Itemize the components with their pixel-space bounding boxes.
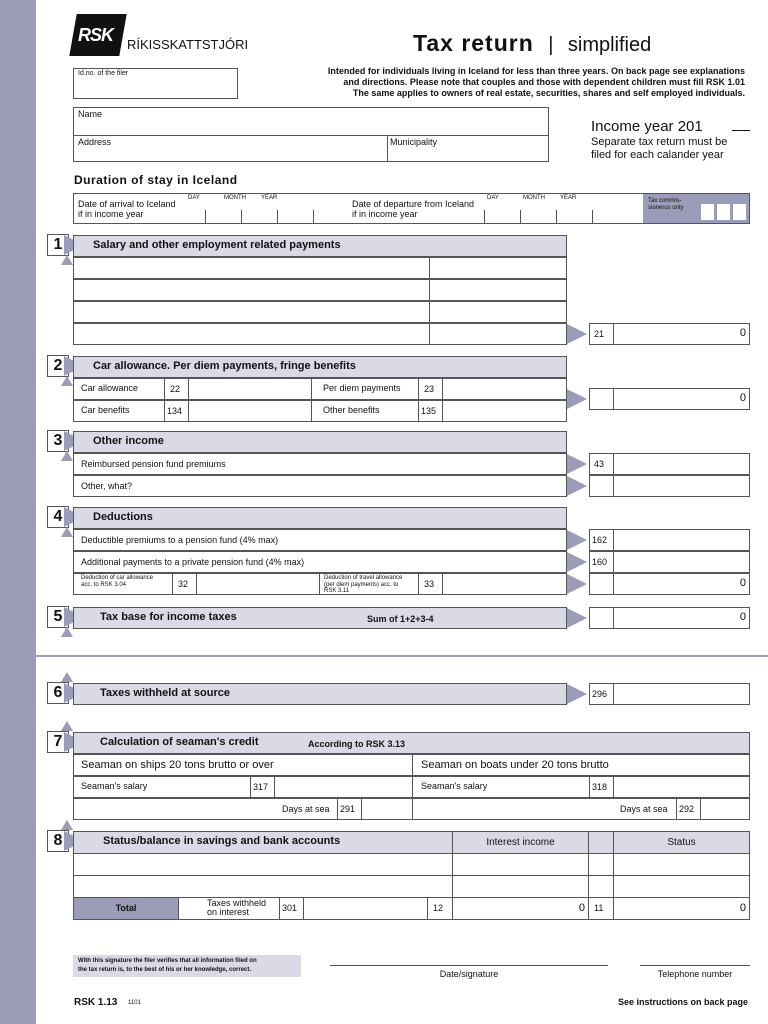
status-total-value: 0 <box>739 902 746 914</box>
signature-line[interactable] <box>330 965 608 966</box>
tax-comm-1: Tax commis- <box>648 198 682 204</box>
name-label: Name <box>78 109 103 119</box>
code-135: 135 <box>421 406 437 416</box>
section-4-total-value: 0 <box>739 577 746 589</box>
salary-row-1[interactable] <box>73 257 430 279</box>
id-number-label: Id.no. of the filer <box>78 70 129 77</box>
taxes-withheld-label-2: on interest <box>207 907 250 917</box>
bank-row-2-code <box>588 875 614 898</box>
section-2-number: 2 <box>47 355 69 377</box>
departure-label-1: Date of departure from Iceland <box>352 199 475 209</box>
section-7-number: 7 <box>47 731 69 753</box>
bank-row-1-code <box>588 853 614 876</box>
ships-salary-label: Seaman's salary <box>81 781 148 791</box>
taxes-withheld-label-1: Taxes withheld <box>207 898 267 908</box>
code-11: 11 <box>594 903 604 913</box>
section-6-total-arrow <box>567 684 587 704</box>
deductible-label: Deductible premiums to a pension fund (4% max) <box>81 535 279 545</box>
agency-name: RÍKISSKATTSTJÓRI <box>127 37 249 52</box>
code-12: 12 <box>433 903 444 913</box>
section-1-title: Salary and other employment related payments <box>93 239 341 251</box>
car-allowance-input[interactable] <box>188 378 312 400</box>
code-21: 21 <box>594 329 605 339</box>
municipality-label: Municipality <box>390 137 438 147</box>
section-2-code-box <box>589 388 614 410</box>
reimbursed-arrow <box>567 454 587 474</box>
additional-label: Additional payments to a private pension fund (4% max) <box>81 557 305 567</box>
arrival-month: MONTH <box>224 195 246 201</box>
section-5-sum: Sum of 1+2+3-4 <box>367 614 434 624</box>
section-1-number: 1 <box>47 234 69 256</box>
title-divider: | <box>548 34 554 56</box>
car-deduction-label-1: Deduction of car allowance <box>81 575 154 581</box>
section-1-total-arrow <box>567 324 587 344</box>
code-33: 33 <box>424 579 435 589</box>
section-2-total-arrow <box>567 389 587 409</box>
departure-month: MONTH <box>523 195 545 201</box>
title-light: simplified <box>567 34 652 56</box>
arrival-label-2: if in income year <box>78 209 144 219</box>
code-162: 162 <box>592 535 608 545</box>
departure-tick <box>556 210 557 224</box>
salary-amount-1[interactable] <box>429 257 567 279</box>
title-bold: Tax return <box>413 30 534 56</box>
arrival-label-1: Date of arrival to Iceland <box>78 199 176 209</box>
section-4-number: 4 <box>47 506 69 528</box>
section-2-total-value: 0 <box>739 392 746 404</box>
car-benefits-label: Car benefits <box>81 405 130 415</box>
tax-comm-2: sionerus only <box>648 205 684 211</box>
see-instructions: See instructions on back page <box>617 997 748 1007</box>
code-160: 160 <box>592 557 608 567</box>
deductible-arrow <box>567 530 587 550</box>
travel-deduction-label-1: Deduction of travel allowance <box>324 575 403 581</box>
departure-tick <box>592 210 593 224</box>
ships-days-input[interactable] <box>361 798 413 820</box>
telephone-line[interactable] <box>640 965 750 966</box>
section-5-total-value: 0 <box>739 611 746 623</box>
arrival-tick <box>205 210 206 224</box>
salary-amount-2[interactable] <box>429 279 567 301</box>
code-22: 22 <box>170 384 181 394</box>
form-number: RSK 1.13 <box>74 997 118 1008</box>
tax-comm-cell-2 <box>717 204 730 220</box>
code-301: 301 <box>282 903 298 913</box>
stay-title: Duration of stay in Iceland <box>74 173 238 187</box>
section-8-title: Status/balance in savings and bank accounts <box>103 835 341 847</box>
section-2-title: Car allowance. Per diem payments, fringe benefits <box>93 360 356 372</box>
taxes-withheld-input[interactable] <box>303 897 428 920</box>
section-4-total-arrow <box>567 574 587 594</box>
address-field[interactable] <box>73 135 388 162</box>
section-2-arrow-up <box>61 376 73 386</box>
code-43: 43 <box>594 459 605 469</box>
intro-line-2: and directions. Please note that couples and those with dependent children must fill RSK 1.01 <box>343 77 745 87</box>
bank-row-1-status[interactable] <box>613 853 750 876</box>
signature-note-2: the tax return is, to the best of his or her knowledge, correct. <box>78 967 252 973</box>
section-3-number: 3 <box>47 430 69 452</box>
signature-note-1: With this signature the filer verifies that all information filed on <box>78 958 257 964</box>
salary-amount-3[interactable] <box>429 301 567 323</box>
departure-tick <box>484 210 485 224</box>
salary-row-3[interactable] <box>73 301 430 323</box>
tax-comm-cell-3 <box>733 204 746 220</box>
departure-tick <box>520 210 521 224</box>
travel-deduction-label-2: (per diem payments) acc. to <box>324 582 399 588</box>
ships-salary-input[interactable] <box>274 776 413 798</box>
salary-row-2[interactable] <box>73 279 430 301</box>
income-year: Income year 201 <box>591 118 703 135</box>
intro-text <box>270 66 745 99</box>
boats-label: Seaman on boats under 20 tons brutto <box>421 759 609 771</box>
boats-salary-input[interactable] <box>613 776 750 798</box>
section-7-according: According to RSK 3.13 <box>308 739 406 749</box>
separate-line-2: filed for each calander year <box>591 149 724 161</box>
section-5-arrow-up <box>61 627 73 637</box>
section-7-arrow-top <box>61 721 73 731</box>
reimbursed-label: Reimbursed pension fund premiums <box>81 459 226 469</box>
car-deduction-input[interactable] <box>196 573 320 595</box>
code-317: 317 <box>253 782 269 792</box>
section-3-title: Other income <box>93 435 164 447</box>
additional-amount[interactable] <box>613 551 750 573</box>
code-292: 292 <box>679 804 695 814</box>
other-income-amount[interactable] <box>613 475 750 497</box>
arrival-tick <box>241 210 242 224</box>
code-134: 134 <box>167 406 183 416</box>
section-5-total-arrow <box>567 608 587 628</box>
form-title <box>413 30 651 57</box>
section-4-code-box <box>589 573 614 595</box>
other-income-row[interactable] <box>73 475 567 497</box>
section-3-arrow-up <box>61 451 73 461</box>
boats-days-input[interactable] <box>700 798 750 820</box>
salary-amount-4[interactable] <box>429 323 567 345</box>
form-version: 1101 <box>128 1000 141 1006</box>
section-5-code-box <box>589 607 614 629</box>
section-8-code-header <box>588 831 614 854</box>
tax-comm-cell-1 <box>701 204 714 220</box>
intro-line-3: The same applies to owners of real estate, securities, shares and self employed individuals. <box>352 88 745 98</box>
left-margin-band <box>0 0 36 1024</box>
bank-row-1[interactable] <box>73 853 453 876</box>
other-benefits-input[interactable] <box>442 400 567 422</box>
separate-line-1: Separate tax return must be <box>591 136 728 148</box>
section-7-title: Calculation of seaman's credit <box>100 736 259 748</box>
code-291: 291 <box>340 804 356 814</box>
arrival-day: DAY <box>188 195 200 201</box>
ships-label: Seaman on ships 20 tons brutto or over <box>81 759 274 771</box>
section-1-arrow-up <box>61 255 73 265</box>
car-allowance-label: Car allowance <box>81 383 139 393</box>
per-diem-label: Per diem payments <box>323 383 401 393</box>
interest-header: Interest income <box>486 837 555 848</box>
section-5-title: Tax base for income taxes <box>100 611 237 623</box>
travel-deduction-input[interactable] <box>442 573 567 595</box>
bank-row-2-interest[interactable] <box>452 875 589 898</box>
total-label: Total <box>115 903 137 913</box>
travel-deduction-label-3: RSK 3.11 <box>324 588 350 594</box>
section-6-total[interactable] <box>613 683 750 705</box>
section-5-number: 5 <box>47 606 69 628</box>
code-318: 318 <box>592 782 608 792</box>
other-income-label: Other, what? <box>81 481 133 491</box>
departure-day: DAY <box>487 195 499 201</box>
section-4-arrow-up <box>61 527 73 537</box>
ships-days-label: Days at sea <box>282 804 330 814</box>
departure-label-2: if in income year <box>352 209 418 219</box>
intro-line-1: Intended for individuals living in Iceland for less than three years. On back page see explanations <box>327 66 745 76</box>
status-header: Status <box>667 837 696 848</box>
section-4-title: Deductions <box>93 511 153 523</box>
section-8-arrow-top <box>61 820 73 830</box>
boats-days-label: Days at sea <box>620 804 668 814</box>
bank-row-2-status[interactable] <box>613 875 750 898</box>
signature-note <box>73 955 301 977</box>
rsk-logo-text: RSK <box>78 25 114 45</box>
name-field[interactable] <box>73 107 549 136</box>
arrival-tick <box>313 210 314 224</box>
car-deduction-label-2: acc. to RSK 3.04 <box>81 582 127 588</box>
salary-row-4[interactable] <box>73 323 430 345</box>
address-label: Address <box>78 137 112 147</box>
code-296: 296 <box>592 689 608 699</box>
additional-arrow <box>567 552 587 572</box>
code-32: 32 <box>178 579 189 589</box>
bank-row-2[interactable] <box>73 875 453 898</box>
page-divider <box>36 655 768 657</box>
arrival-year: YEAR <box>261 195 278 201</box>
section-6-arrow-top <box>61 672 73 682</box>
arrival-tick <box>277 210 278 224</box>
per-diem-input[interactable] <box>442 378 567 400</box>
deductible-amount[interactable] <box>613 529 750 551</box>
section-6-number: 6 <box>47 682 69 704</box>
code-23: 23 <box>424 384 435 394</box>
section-8-number: 8 <box>47 830 69 852</box>
date-signature-label: Date/signature <box>439 969 499 979</box>
other-income-arrow <box>567 476 587 496</box>
income-year-blank[interactable] <box>732 130 750 131</box>
car-benefits-input[interactable] <box>188 400 312 422</box>
section-6-title: Taxes withheld at source <box>100 687 231 699</box>
boats-salary-label: Seaman's salary <box>421 781 488 791</box>
departure-year: YEAR <box>560 195 577 201</box>
interest-total-value: 0 <box>578 902 585 914</box>
other-income-code-box <box>589 475 614 497</box>
other-benefits-label: Other benefits <box>323 405 380 415</box>
reimbursed-amount[interactable] <box>613 453 750 475</box>
section-1-total-value: 0 <box>739 327 746 339</box>
telephone-label: Telephone number <box>657 969 733 979</box>
bank-row-1-interest[interactable] <box>452 853 589 876</box>
